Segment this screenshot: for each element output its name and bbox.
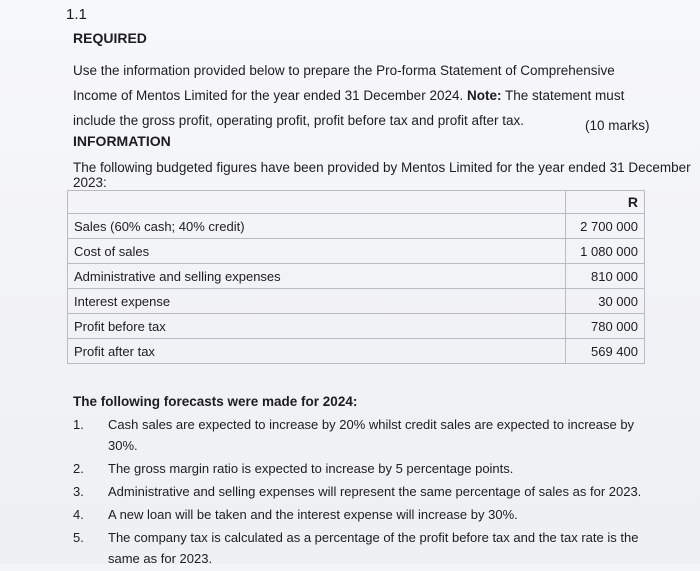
instruction-line-3: include the gross profit, operating profit, profit before tax and profit after tax.: [73, 113, 524, 128]
table-row: [68, 264, 645, 289]
marks-label: (10 marks): [585, 118, 650, 133]
row-value: 2 700 000: [565, 214, 645, 239]
item-number: 3.: [73, 484, 84, 499]
budget-figures-table: [67, 190, 645, 364]
forecasts-heading: The following forecasts were made for 2024:: [73, 394, 358, 409]
list-item: [73, 481, 653, 502]
instruction-line-2: [73, 83, 633, 108]
item-text: The gross margin ratio is expected to increase by 5 percentage points.: [108, 461, 514, 476]
item-number: 2.: [73, 461, 84, 476]
table-row: [68, 214, 645, 239]
table-row: [68, 314, 645, 339]
table-row: [68, 289, 645, 314]
instruction-line-1: Use the information provided below to prepare the Pro-forma Statement of Comprehensive: [73, 63, 615, 78]
list-item: [73, 527, 653, 569]
table-header-row: [68, 191, 645, 214]
row-value: 569 400: [565, 339, 645, 364]
row-value: 780 000: [565, 314, 645, 339]
table-header-label-cell: [68, 191, 566, 214]
currency-header: R: [565, 191, 645, 214]
row-label: Profit after tax: [68, 339, 566, 364]
information-heading: INFORMATION: [73, 133, 171, 149]
note-label: Note:: [467, 88, 502, 103]
row-label: Administrative and selling expenses: [68, 264, 566, 289]
row-value: 30 000: [565, 289, 645, 314]
table-row: [68, 339, 645, 364]
row-value: 1 080 000: [565, 239, 645, 264]
list-item: [73, 458, 653, 479]
list-item: [73, 504, 653, 525]
row-value: 810 000: [565, 264, 645, 289]
row-label: Sales (60% cash; 40% credit): [68, 214, 566, 239]
item-number: 5.: [73, 530, 84, 545]
forecasts-list: [73, 414, 653, 571]
item-text: Administrative and selling expenses will represent the same percentage of sales as for 2023.: [108, 484, 642, 499]
row-label: Profit before tax: [68, 314, 566, 339]
required-instructions: [73, 58, 633, 133]
information-intro: The following budgeted figures have been provided by Mentos Limited for the year ended 31 December 2023:: [73, 160, 691, 190]
item-text: The company tax is calculated as a percentage of the profit before tax and the tax rate is the same as for 2023.: [108, 530, 639, 566]
item-text: A new loan will be taken and the interest expense will increase by 30%.: [108, 507, 518, 522]
item-number: 4.: [73, 507, 84, 522]
item-number: 1.: [73, 417, 84, 432]
list-item: [73, 414, 653, 456]
required-heading: REQUIRED: [73, 30, 147, 46]
table-row: [68, 239, 645, 264]
item-text: Cash sales are expected to increase by 20% whilst credit sales are expected to increase by 30%.: [108, 417, 635, 453]
row-label: Cost of sales: [68, 239, 566, 264]
question-number: 1.1: [66, 6, 87, 23]
instruction-line-2-text: Income of Mentos Limited for the year ended 31 December 2024.: [73, 88, 464, 103]
instruction-line-2-rest: The statement must: [505, 88, 625, 103]
row-label: Interest expense: [68, 289, 566, 314]
